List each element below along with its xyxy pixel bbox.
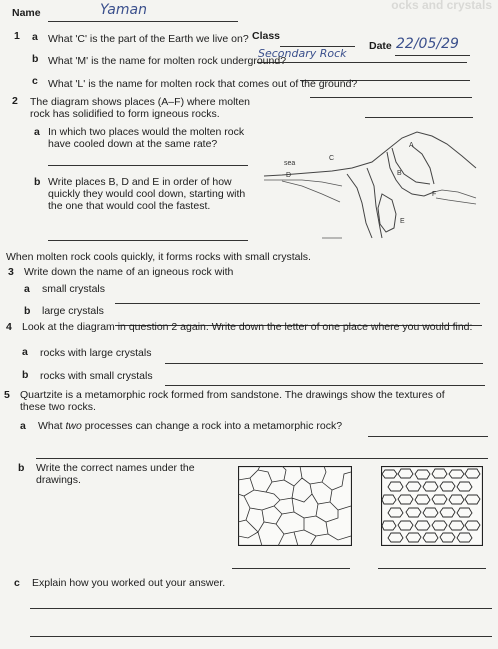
q3a-answer-line[interactable] [115,303,480,304]
q3a-text: small crystals [42,283,106,295]
date-label: Date [369,40,392,52]
date-answer-line[interactable] [395,55,470,56]
q2-text-line2: rock has solidified to form igneous rocks. [30,108,220,120]
sandstone-texture-drawing [238,466,352,546]
q2a-letter: a [34,126,40,138]
diagram-label-d: D [286,172,292,179]
q3-number: 3 [8,266,14,278]
diagram-label-sea: sea [284,160,296,167]
q2-text-line1: The diagram shows places (A–F) where molten [30,96,251,108]
q5b-text-line1: Write the correct names under the [36,462,195,474]
diagram-label-f: F [432,191,437,198]
q3b-text: large crystals [42,305,104,317]
diagram-label-c: C [329,155,335,162]
q1a-handwriting: Secondary Rock [258,47,347,60]
q5b-text-line2: drawings. [36,474,81,486]
q5a-answer-line-1[interactable] [368,436,488,437]
q1a-letter: a [32,31,38,43]
q4b-answer-line[interactable] [165,385,485,386]
diagram-label-a: A [409,142,414,149]
q3a-letter: a [24,283,30,295]
q2b-text-line3: the one that would cool the fastest. [48,200,211,212]
q5a-letter: a [20,420,26,432]
sandstone-name-line[interactable] [232,568,350,569]
q4a-letter: a [22,346,28,358]
igneous-rock-diagram [262,128,480,240]
q1b-text: What 'M' is the name for molten rock underground? [48,55,287,67]
diagram-label-b: B [397,170,402,177]
q4-text: Look at the diagram in question 2 again. Write down the letter of one place where you would find: [22,321,473,333]
q4-number: 4 [6,321,12,333]
name-label: Name [12,7,41,19]
q4b-text: rocks with small crystals [40,370,153,382]
q1-number: 1 [14,30,20,42]
name-handwriting: Yaman [100,2,147,18]
q4a-text: rocks with large crystals [40,347,152,359]
q1c-text: What 'L' is the name for molten rock that comes out of the ground? [48,78,358,90]
q2b-answer-line[interactable] [48,240,248,241]
small-crystals-intro: When molten rock cools quickly, it forms rocks with small crystals. [6,251,311,263]
worksheet-title-watermark: ocks and crystals [391,0,492,12]
class-label: Class [252,30,281,42]
q5-text-line1: Quartzite is a metamorphic rock formed from sandstone. The drawings show the textures of [20,389,445,401]
diagram-label-e: E [400,218,405,225]
q1a-answer-line[interactable] [257,62,467,63]
q5c-text: Explain how you worked out your answer. [32,577,226,589]
q2-number: 2 [12,95,18,107]
q5-text-line2: these two rocks. [20,401,96,413]
q5c-answer-line-2[interactable] [30,636,492,637]
q2b-letter: b [34,176,41,188]
q2b-text-line1: Write places B, D and E in order of how [48,176,232,188]
q3b-letter: b [24,305,31,317]
q1b-letter: b [32,53,39,65]
name-answer-line[interactable] [48,21,238,22]
q1a-text: What 'C' is the part of the Earth we live on? [48,33,249,45]
q3-text: Write down the name of an igneous rock with [24,266,234,278]
q5c-letter: c [14,577,20,589]
q2b-text-line2: quickly they would cool down, starting with [48,188,246,200]
quartzite-texture-drawing [381,466,483,546]
q5a-answer-line-2[interactable] [36,458,488,459]
q2a-text-line1: In which two places would the molten rock [48,126,245,138]
q1c-answer-line-2[interactable] [365,117,473,118]
q2a-answer-line[interactable] [48,165,248,166]
q5a-text: What two processes can change a rock into a metamorphic rock? [38,420,343,432]
q4a-answer-line[interactable] [165,363,483,364]
q5-number: 5 [4,389,10,401]
q4b-letter: b [22,369,29,381]
quartzite-name-line[interactable] [378,568,486,569]
q2a-text-line2: have cooled down at the same rate? [48,138,218,150]
q1c-answer-line-1[interactable] [310,97,472,98]
q1c-letter: c [32,75,38,87]
date-handwriting: 22/05/29 [396,36,459,52]
q5c-answer-line-1[interactable] [30,608,492,609]
q5b-letter: b [18,462,25,474]
